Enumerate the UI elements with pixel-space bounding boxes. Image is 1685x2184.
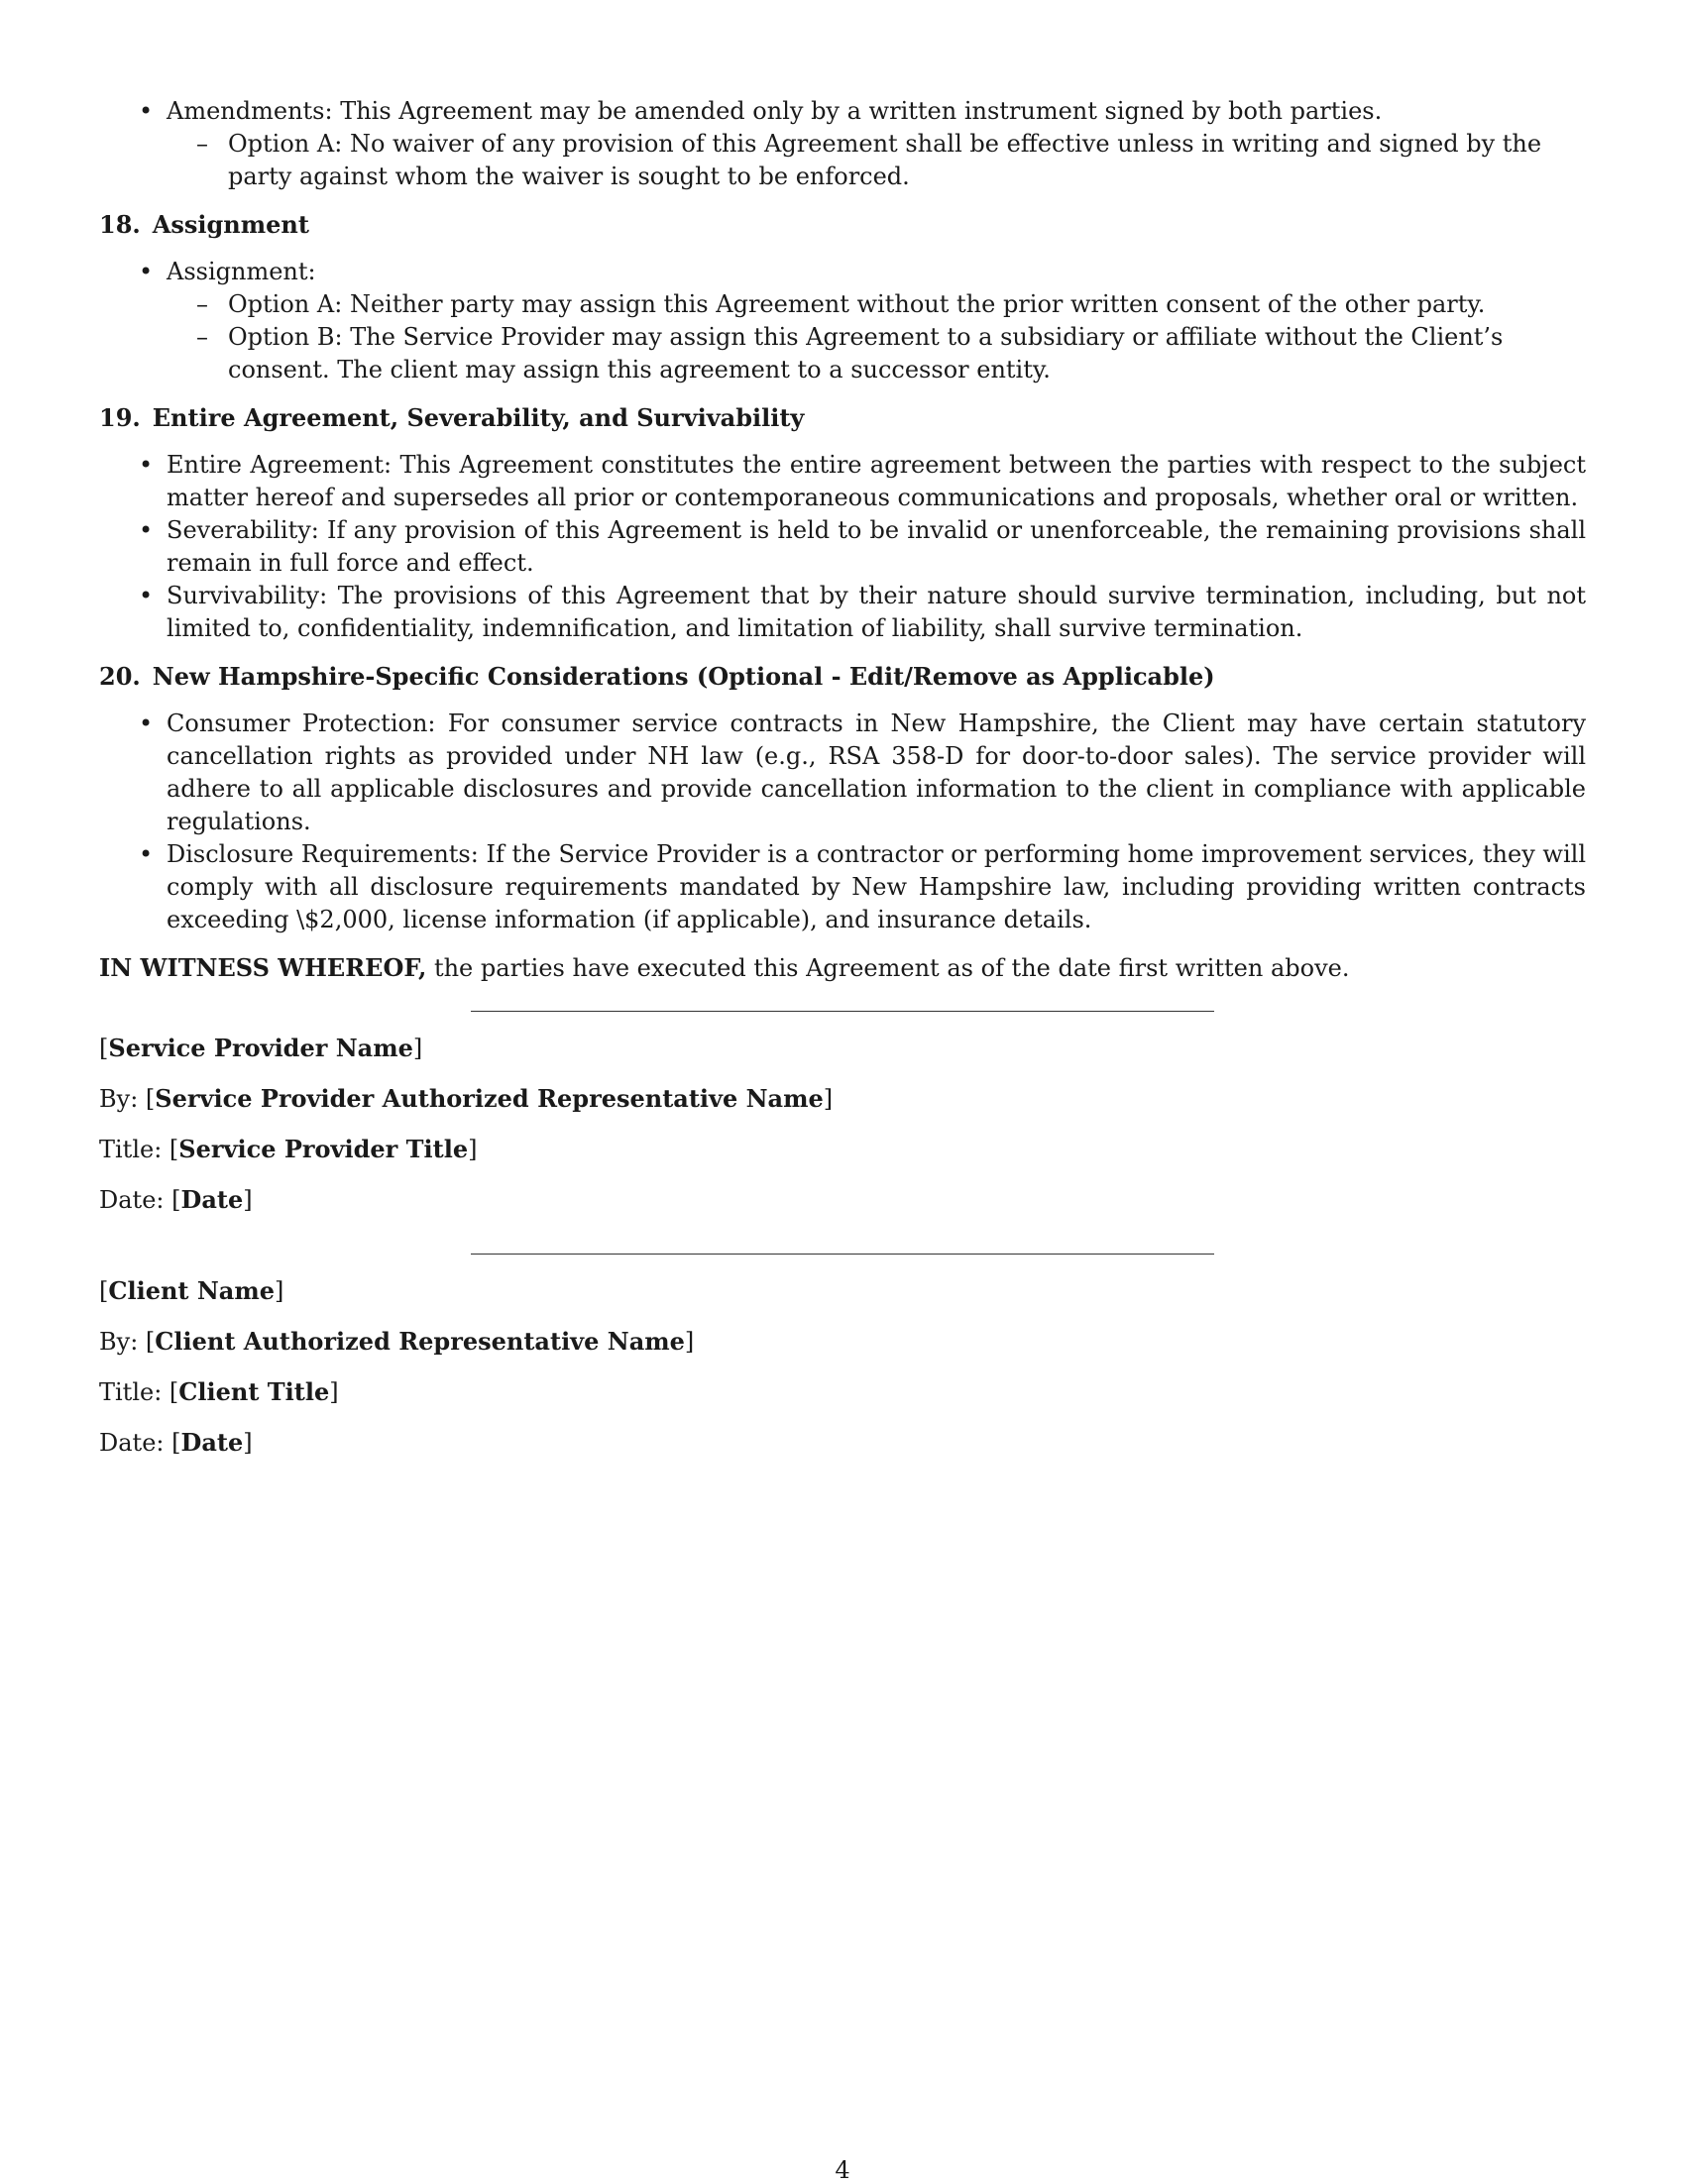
list-item (99, 449, 1586, 514)
witness-heading: IN WITNESS WHEREOF, (99, 953, 427, 982)
by-label: By: (99, 1328, 146, 1356)
list-item (99, 514, 1586, 580)
bullet-icon: • (139, 582, 154, 609)
by-value: Service Provider Authorized Representative Name (155, 1084, 824, 1113)
date-value: Date (180, 1185, 244, 1214)
bullet-icon: • (139, 258, 154, 285)
date-label: Date: (99, 1186, 172, 1214)
list-item-text: Severability: If any provision of this Agreement is held to be invalid or unenforceable, the remaining provisions shall remain in full force and effect. (167, 516, 1586, 577)
dash-icon: – (196, 290, 208, 318)
document-content (99, 95, 1586, 1460)
bullet-icon: • (139, 710, 154, 737)
list-item (99, 580, 1586, 645)
title-label: Title: (99, 1136, 169, 1163)
bullet-icon: • (139, 97, 154, 125)
sub-list-item (167, 288, 1586, 321)
list-item-text: Survivability: The provisions of this Agreement that by their nature should survive termination, including, but not limited to, confidentiality, indemnification, and limitation of liability, shall survive termination. (167, 582, 1586, 642)
signature-block-client (99, 1274, 1586, 1460)
bullet-icon: • (139, 516, 154, 544)
section-heading-assignment (99, 208, 1586, 241)
signature-block-provider (99, 1032, 1586, 1217)
entire-agreement-list (99, 449, 1586, 645)
list-item (99, 95, 1586, 193)
dash-icon: – (196, 323, 208, 351)
date-line: Date: [Date] (99, 1185, 253, 1214)
list-item-text: Amendments: This Agreement may be amended only by a written instrument signed by both parties. (167, 97, 1383, 125)
sub-list-item-text: Option B: The Service Provider may assign this Agreement to a subsidiary or affiliate without the Client’s consent. The client may assign this agreement to a successor entity. (228, 323, 1504, 383)
list-item-text: Entire Agreement: This Agreement constitutes the entire agreement between the parties with respect to the subject matter hereof and supersedes all prior or contemporaneous communications and proposals, whether oral or written. (167, 451, 1586, 511)
by-label: By: (99, 1085, 146, 1113)
section-title: Assignment (152, 210, 309, 239)
list-item-text: Disclosure Requirements: If the Service Provider is a contractor or performing home improvement services, they will comply with all disclosure requirements mandated by New Hampshire law, including providing written contracts exceeding \$2,000, license information (if applicable), and insurance details. (167, 840, 1586, 933)
sub-list-item-text: Option A: No waiver of any provision of this Agreement shall be effective unless in writing and signed by the party against whom the waiver is sought to be enforced. (228, 130, 1542, 190)
by-value: Client Authorized Representative Name (155, 1327, 685, 1356)
party-name-value: Client Name (108, 1276, 276, 1305)
list-item-text: Assignment: (167, 258, 316, 285)
sub-list-item (167, 128, 1586, 193)
party-name: [Client Name] (99, 1276, 284, 1305)
list-item (99, 256, 1586, 386)
sub-list (167, 288, 1586, 386)
title-label: Title: (99, 1378, 169, 1406)
title-line: Title: [Client Title] (99, 1377, 339, 1406)
new-hampshire-list (99, 708, 1586, 936)
title-line: Title: [Service Provider Title] (99, 1135, 478, 1163)
section-heading-new-hampshire (99, 660, 1586, 693)
list-item-text: Consumer Protection: For consumer service contracts in New Hampshire, the Client may have certain statutory cancellation rights as provided under NH law (e.g., RSA 358-D for door-to-door sales). The service provider will adhere to all applicable disclosures and provide cancellation information to the client in compliance with applicable regulations. (167, 710, 1586, 835)
witness-clause (99, 951, 1586, 985)
date-label: Date: (99, 1429, 172, 1457)
date-line: Date: [Date] (99, 1428, 253, 1457)
by-line: By: [Service Provider Authorized Representative Name] (99, 1084, 834, 1113)
sub-list (167, 128, 1586, 193)
bullet-icon: • (139, 840, 154, 868)
sub-list-item-text: Option A: Neither party may assign this Agreement without the prior written consent of the other party. (228, 290, 1486, 318)
party-name: [Service Provider Name] (99, 1034, 423, 1062)
witness-text: the parties have executed this Agreement as of the date first written above. (426, 954, 1350, 982)
section-title: Entire Agreement, Severability, and Survivability (152, 403, 805, 432)
section-number: 20. (99, 662, 141, 691)
date-value: Date (180, 1428, 244, 1457)
sub-list-item (167, 321, 1586, 386)
list-item (99, 708, 1586, 838)
amendments-list (99, 95, 1586, 193)
title-value: Client Title (178, 1377, 330, 1406)
section-number: 19. (99, 403, 141, 432)
page-number: 4 (835, 2156, 850, 2184)
title-value: Service Provider Title (178, 1135, 469, 1163)
bullet-icon: • (139, 451, 154, 479)
list-item (99, 838, 1586, 936)
dash-icon: – (196, 130, 208, 158)
signature-line-client (471, 1254, 1214, 1255)
section-heading-entire-agreement (99, 401, 1586, 434)
assignment-list (99, 256, 1586, 386)
by-line: By: [Client Authorized Representative Name] (99, 1327, 695, 1356)
section-number: 18. (99, 210, 141, 239)
section-title: New Hampshire-Specific Considerations (Optional - Edit/Remove as Applicable) (152, 662, 1215, 691)
signature-line-provider (471, 1011, 1214, 1012)
party-name-value: Service Provider Name (108, 1034, 413, 1062)
